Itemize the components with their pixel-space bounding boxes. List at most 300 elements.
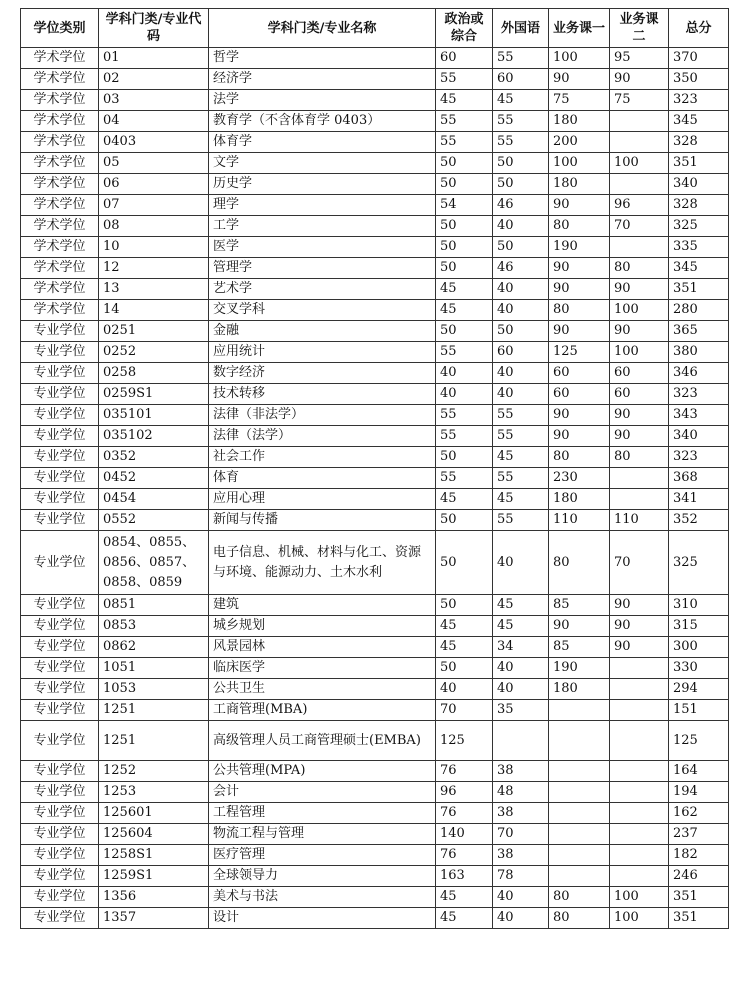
cell-code: 01 <box>99 48 209 69</box>
cell-total: 323 <box>669 90 729 111</box>
cell-degree-type: 专业学位 <box>21 824 99 845</box>
cell-course-2: 96 <box>610 195 669 216</box>
cell-foreign-language: 38 <box>493 845 549 866</box>
cell-code: 0851 <box>99 595 209 616</box>
cell-course-1: 100 <box>549 48 610 69</box>
table-row <box>21 363 729 384</box>
cell-foreign-language: 50 <box>493 153 549 174</box>
cell-politics: 50 <box>436 658 493 679</box>
cell-code: 035101 <box>99 405 209 426</box>
cell-foreign-language: 40 <box>493 531 549 595</box>
cell-course-1: 90 <box>549 69 610 90</box>
cell-total: 352 <box>669 510 729 531</box>
cell-course-2 <box>610 174 669 195</box>
cell-course-2: 90 <box>610 321 669 342</box>
cell-politics: 45 <box>436 90 493 111</box>
cell-course-1 <box>549 866 610 887</box>
cell-course-1 <box>549 845 610 866</box>
cell-code: 0862 <box>99 637 209 658</box>
cell-foreign-language: 55 <box>493 468 549 489</box>
cell-course-2 <box>610 658 669 679</box>
cell-total: 330 <box>669 658 729 679</box>
table-row <box>21 824 729 845</box>
cell-course-1 <box>549 700 610 721</box>
table-row <box>21 69 729 90</box>
cell-politics: 50 <box>436 237 493 258</box>
cell-foreign-language: 55 <box>493 510 549 531</box>
cell-politics: 45 <box>436 279 493 300</box>
cell-name: 教育学（不含体育学 0403） <box>209 111 436 132</box>
table-row <box>21 721 729 761</box>
cell-total: 162 <box>669 803 729 824</box>
cell-code: 04 <box>99 111 209 132</box>
cell-name: 美术与书法 <box>209 887 436 908</box>
cell-code: 06 <box>99 174 209 195</box>
cell-politics: 45 <box>436 489 493 510</box>
header-course-2: 业务课二 <box>610 9 669 48</box>
cell-course-1: 85 <box>549 637 610 658</box>
cell-politics: 55 <box>436 342 493 363</box>
cell-politics: 50 <box>436 510 493 531</box>
table-row <box>21 195 729 216</box>
table-row <box>21 866 729 887</box>
cell-degree-type: 专业学位 <box>21 510 99 531</box>
cell-name: 城乡规划 <box>209 616 436 637</box>
cell-code: 0854、0855、0856、0857、0858、0859 <box>99 531 209 595</box>
cell-code: 1253 <box>99 782 209 803</box>
cell-politics: 55 <box>436 69 493 90</box>
table-row <box>21 384 729 405</box>
cell-foreign-language: 60 <box>493 342 549 363</box>
cell-total: 325 <box>669 531 729 595</box>
cell-degree-type: 专业学位 <box>21 908 99 929</box>
cell-degree-type: 学术学位 <box>21 132 99 153</box>
cell-total: 164 <box>669 761 729 782</box>
cell-total: 237 <box>669 824 729 845</box>
cell-course-2 <box>610 679 669 700</box>
header-name: 学科门类/专业名称 <box>209 9 436 48</box>
cell-politics: 55 <box>436 405 493 426</box>
cell-course-1: 230 <box>549 468 610 489</box>
cell-name: 管理学 <box>209 258 436 279</box>
cell-name: 应用统计 <box>209 342 436 363</box>
cell-foreign-language: 46 <box>493 195 549 216</box>
cell-politics: 60 <box>436 48 493 69</box>
cell-name: 金融 <box>209 321 436 342</box>
cell-code: 0251 <box>99 321 209 342</box>
cell-total: 351 <box>669 279 729 300</box>
cell-name: 技术转移 <box>209 384 436 405</box>
cell-total: 328 <box>669 195 729 216</box>
cell-course-2: 90 <box>610 616 669 637</box>
cell-course-2 <box>610 489 669 510</box>
cell-code: 035102 <box>99 426 209 447</box>
score-table <box>20 8 729 929</box>
cell-degree-type: 学术学位 <box>21 195 99 216</box>
cell-code: 0259S1 <box>99 384 209 405</box>
cell-politics: 45 <box>436 300 493 321</box>
cell-name: 医疗管理 <box>209 845 436 866</box>
cell-total: 368 <box>669 468 729 489</box>
cell-code: 1051 <box>99 658 209 679</box>
cell-total: 340 <box>669 426 729 447</box>
cell-name: 全球领导力 <box>209 866 436 887</box>
cell-politics: 45 <box>436 616 493 637</box>
cell-degree-type: 专业学位 <box>21 321 99 342</box>
cell-degree-type: 专业学位 <box>21 468 99 489</box>
table-row <box>21 300 729 321</box>
cell-name: 会计 <box>209 782 436 803</box>
cell-total: 343 <box>669 405 729 426</box>
cell-degree-type: 学术学位 <box>21 111 99 132</box>
cell-total: 125 <box>669 721 729 761</box>
cell-foreign-language: 70 <box>493 824 549 845</box>
header-politics: 政治或综合 <box>436 9 493 48</box>
cell-politics: 55 <box>436 111 493 132</box>
cell-course-2: 100 <box>610 342 669 363</box>
cell-course-2: 100 <box>610 908 669 929</box>
cell-total: 380 <box>669 342 729 363</box>
table-row <box>21 803 729 824</box>
table-row <box>21 489 729 510</box>
table-row <box>21 342 729 363</box>
cell-politics: 50 <box>436 595 493 616</box>
table-row <box>21 237 729 258</box>
cell-politics: 76 <box>436 803 493 824</box>
cell-name: 公共管理(MPA) <box>209 761 436 782</box>
cell-code: 08 <box>99 216 209 237</box>
cell-foreign-language: 50 <box>493 174 549 195</box>
cell-total: 335 <box>669 237 729 258</box>
table-row <box>21 132 729 153</box>
cell-total: 365 <box>669 321 729 342</box>
cell-code: 14 <box>99 300 209 321</box>
cell-foreign-language: 40 <box>493 279 549 300</box>
table-row <box>21 658 729 679</box>
cell-total: 300 <box>669 637 729 658</box>
cell-code: 05 <box>99 153 209 174</box>
cell-degree-type: 专业学位 <box>21 866 99 887</box>
cell-course-1 <box>549 761 610 782</box>
cell-code: 1258S1 <box>99 845 209 866</box>
cell-foreign-language <box>493 721 549 761</box>
cell-course-1: 90 <box>549 258 610 279</box>
cell-course-2: 90 <box>610 426 669 447</box>
cell-code: 0352 <box>99 447 209 468</box>
cell-foreign-language: 38 <box>493 761 549 782</box>
cell-code: 1357 <box>99 908 209 929</box>
cell-total: 294 <box>669 679 729 700</box>
cell-foreign-language: 40 <box>493 300 549 321</box>
table-row <box>21 111 729 132</box>
cell-course-1: 80 <box>549 216 610 237</box>
cell-degree-type: 学术学位 <box>21 279 99 300</box>
cell-politics: 50 <box>436 216 493 237</box>
table-row <box>21 700 729 721</box>
cell-foreign-language: 50 <box>493 237 549 258</box>
header-total: 总分 <box>669 9 729 48</box>
cell-course-1: 80 <box>549 300 610 321</box>
cell-course-1: 75 <box>549 90 610 111</box>
cell-code: 125601 <box>99 803 209 824</box>
cell-course-2: 100 <box>610 887 669 908</box>
cell-name: 工商管理(MBA) <box>209 700 436 721</box>
cell-course-2: 60 <box>610 384 669 405</box>
cell-foreign-language: 50 <box>493 321 549 342</box>
cell-name: 哲学 <box>209 48 436 69</box>
cell-politics: 45 <box>436 637 493 658</box>
cell-name: 工程管理 <box>209 803 436 824</box>
cell-degree-type: 专业学位 <box>21 761 99 782</box>
cell-politics: 50 <box>436 153 493 174</box>
table-row <box>21 531 729 595</box>
cell-total: 182 <box>669 845 729 866</box>
cell-total: 310 <box>669 595 729 616</box>
cell-politics: 50 <box>436 258 493 279</box>
header-degree-type: 学位类别 <box>21 9 99 48</box>
cell-course-2 <box>610 866 669 887</box>
cell-name: 工学 <box>209 216 436 237</box>
cell-name: 交叉学科 <box>209 300 436 321</box>
cell-name: 社会工作 <box>209 447 436 468</box>
table-row <box>21 782 729 803</box>
cell-name: 建筑 <box>209 595 436 616</box>
cell-course-2: 90 <box>610 405 669 426</box>
cell-foreign-language: 45 <box>493 447 549 468</box>
cell-degree-type: 专业学位 <box>21 637 99 658</box>
cell-degree-type: 专业学位 <box>21 405 99 426</box>
cell-code: 0552 <box>99 510 209 531</box>
cell-name: 理学 <box>209 195 436 216</box>
cell-course-2: 100 <box>610 300 669 321</box>
table-row <box>21 174 729 195</box>
cell-foreign-language: 40 <box>493 363 549 384</box>
cell-foreign-language: 40 <box>493 908 549 929</box>
cell-name: 医学 <box>209 237 436 258</box>
cell-course-2 <box>610 721 669 761</box>
cell-total: 340 <box>669 174 729 195</box>
cell-code: 1251 <box>99 721 209 761</box>
cell-foreign-language: 45 <box>493 489 549 510</box>
cell-foreign-language: 55 <box>493 132 549 153</box>
cell-degree-type: 学术学位 <box>21 69 99 90</box>
cell-code: 0853 <box>99 616 209 637</box>
cell-politics: 40 <box>436 363 493 384</box>
cell-politics: 45 <box>436 908 493 929</box>
table-row <box>21 405 729 426</box>
cell-name: 文学 <box>209 153 436 174</box>
cell-degree-type: 专业学位 <box>21 489 99 510</box>
cell-degree-type: 专业学位 <box>21 363 99 384</box>
cell-total: 370 <box>669 48 729 69</box>
cell-course-1: 180 <box>549 489 610 510</box>
cell-foreign-language: 46 <box>493 258 549 279</box>
table-row <box>21 908 729 929</box>
cell-degree-type: 学术学位 <box>21 216 99 237</box>
table-row <box>21 258 729 279</box>
cell-degree-type: 专业学位 <box>21 447 99 468</box>
cell-politics: 50 <box>436 531 493 595</box>
cell-name: 新闻与传播 <box>209 510 436 531</box>
cell-code: 1251 <box>99 700 209 721</box>
cell-course-1 <box>549 803 610 824</box>
cell-foreign-language: 40 <box>493 679 549 700</box>
cell-code: 125604 <box>99 824 209 845</box>
cell-course-2: 90 <box>610 595 669 616</box>
cell-course-1: 200 <box>549 132 610 153</box>
table-row <box>21 510 729 531</box>
cell-politics: 50 <box>436 174 493 195</box>
cell-course-2 <box>610 132 669 153</box>
header-row <box>21 9 729 48</box>
cell-name: 风景园林 <box>209 637 436 658</box>
cell-politics: 140 <box>436 824 493 845</box>
table-row <box>21 468 729 489</box>
table-row <box>21 637 729 658</box>
cell-course-1: 60 <box>549 363 610 384</box>
cell-degree-type: 专业学位 <box>21 887 99 908</box>
cell-foreign-language: 35 <box>493 700 549 721</box>
cell-course-2: 70 <box>610 216 669 237</box>
cell-name: 法律（法学） <box>209 426 436 447</box>
cell-foreign-language: 78 <box>493 866 549 887</box>
cell-degree-type: 学术学位 <box>21 48 99 69</box>
cell-total: 323 <box>669 384 729 405</box>
cell-foreign-language: 40 <box>493 887 549 908</box>
cell-name: 物流工程与管理 <box>209 824 436 845</box>
cell-politics: 55 <box>436 426 493 447</box>
table-row <box>21 153 729 174</box>
header-foreign-language: 外国语 <box>493 9 549 48</box>
cell-course-1: 190 <box>549 658 610 679</box>
cell-total: 315 <box>669 616 729 637</box>
cell-foreign-language: 45 <box>493 595 549 616</box>
cell-degree-type: 专业学位 <box>21 721 99 761</box>
cell-course-2 <box>610 468 669 489</box>
cell-degree-type: 专业学位 <box>21 658 99 679</box>
cell-course-2: 90 <box>610 637 669 658</box>
cell-code: 07 <box>99 195 209 216</box>
cell-foreign-language: 55 <box>493 405 549 426</box>
cell-course-1: 190 <box>549 237 610 258</box>
cell-total: 325 <box>669 216 729 237</box>
cell-foreign-language: 40 <box>493 384 549 405</box>
header-code: 学科门类/专业代码 <box>99 9 209 48</box>
cell-course-1: 60 <box>549 384 610 405</box>
cell-course-2 <box>610 111 669 132</box>
cell-name: 法律（非法学） <box>209 405 436 426</box>
cell-course-2: 70 <box>610 531 669 595</box>
cell-code: 10 <box>99 237 209 258</box>
table-row <box>21 447 729 468</box>
cell-foreign-language: 55 <box>493 111 549 132</box>
cell-degree-type: 学术学位 <box>21 153 99 174</box>
cell-politics: 76 <box>436 845 493 866</box>
cell-name: 临床医学 <box>209 658 436 679</box>
cell-total: 345 <box>669 111 729 132</box>
cell-course-1: 80 <box>549 531 610 595</box>
cell-politics: 40 <box>436 679 493 700</box>
cell-code: 0252 <box>99 342 209 363</box>
cell-course-1: 80 <box>549 908 610 929</box>
cell-degree-type: 专业学位 <box>21 700 99 721</box>
cell-politics: 55 <box>436 132 493 153</box>
cell-foreign-language: 60 <box>493 69 549 90</box>
cell-code: 1259S1 <box>99 866 209 887</box>
cell-course-1 <box>549 824 610 845</box>
cell-total: 346 <box>669 363 729 384</box>
table-row <box>21 845 729 866</box>
cell-code: 0452 <box>99 468 209 489</box>
cell-total: 351 <box>669 887 729 908</box>
cell-total: 151 <box>669 700 729 721</box>
cell-name: 艺术学 <box>209 279 436 300</box>
table-row <box>21 616 729 637</box>
table-row <box>21 48 729 69</box>
cell-course-1: 125 <box>549 342 610 363</box>
cell-course-2 <box>610 700 669 721</box>
cell-course-1: 90 <box>549 279 610 300</box>
cell-code: 1356 <box>99 887 209 908</box>
table-body <box>21 48 729 929</box>
cell-foreign-language: 34 <box>493 637 549 658</box>
table-row <box>21 90 729 111</box>
cell-degree-type: 专业学位 <box>21 782 99 803</box>
cell-course-1: 90 <box>549 616 610 637</box>
cell-degree-type: 专业学位 <box>21 679 99 700</box>
cell-course-1: 180 <box>549 679 610 700</box>
cell-total: 246 <box>669 866 729 887</box>
cell-name: 应用心理 <box>209 489 436 510</box>
cell-course-1: 90 <box>549 405 610 426</box>
header-course-1: 业务课一 <box>549 9 610 48</box>
cell-name: 法学 <box>209 90 436 111</box>
cell-code: 13 <box>99 279 209 300</box>
cell-degree-type: 专业学位 <box>21 384 99 405</box>
cell-foreign-language: 45 <box>493 90 549 111</box>
table-row <box>21 321 729 342</box>
table-row <box>21 595 729 616</box>
cell-total: 194 <box>669 782 729 803</box>
cell-course-2: 80 <box>610 447 669 468</box>
table-row <box>21 216 729 237</box>
cell-politics: 40 <box>436 384 493 405</box>
cell-foreign-language: 55 <box>493 48 549 69</box>
cell-code: 02 <box>99 69 209 90</box>
table-row <box>21 887 729 908</box>
cell-degree-type: 学术学位 <box>21 300 99 321</box>
cell-name: 设计 <box>209 908 436 929</box>
cell-foreign-language: 55 <box>493 426 549 447</box>
cell-code: 03 <box>99 90 209 111</box>
cell-politics: 55 <box>436 468 493 489</box>
cell-total: 280 <box>669 300 729 321</box>
cell-name: 公共卫生 <box>209 679 436 700</box>
cell-course-2: 75 <box>610 90 669 111</box>
cell-course-2: 60 <box>610 363 669 384</box>
cell-course-1 <box>549 721 610 761</box>
cell-politics: 125 <box>436 721 493 761</box>
cell-politics: 45 <box>436 887 493 908</box>
table-row <box>21 426 729 447</box>
cell-course-2: 95 <box>610 48 669 69</box>
cell-code: 12 <box>99 258 209 279</box>
table-row <box>21 279 729 300</box>
cell-degree-type: 专业学位 <box>21 531 99 595</box>
cell-politics: 50 <box>436 321 493 342</box>
cell-code: 0454 <box>99 489 209 510</box>
cell-total: 350 <box>669 69 729 90</box>
